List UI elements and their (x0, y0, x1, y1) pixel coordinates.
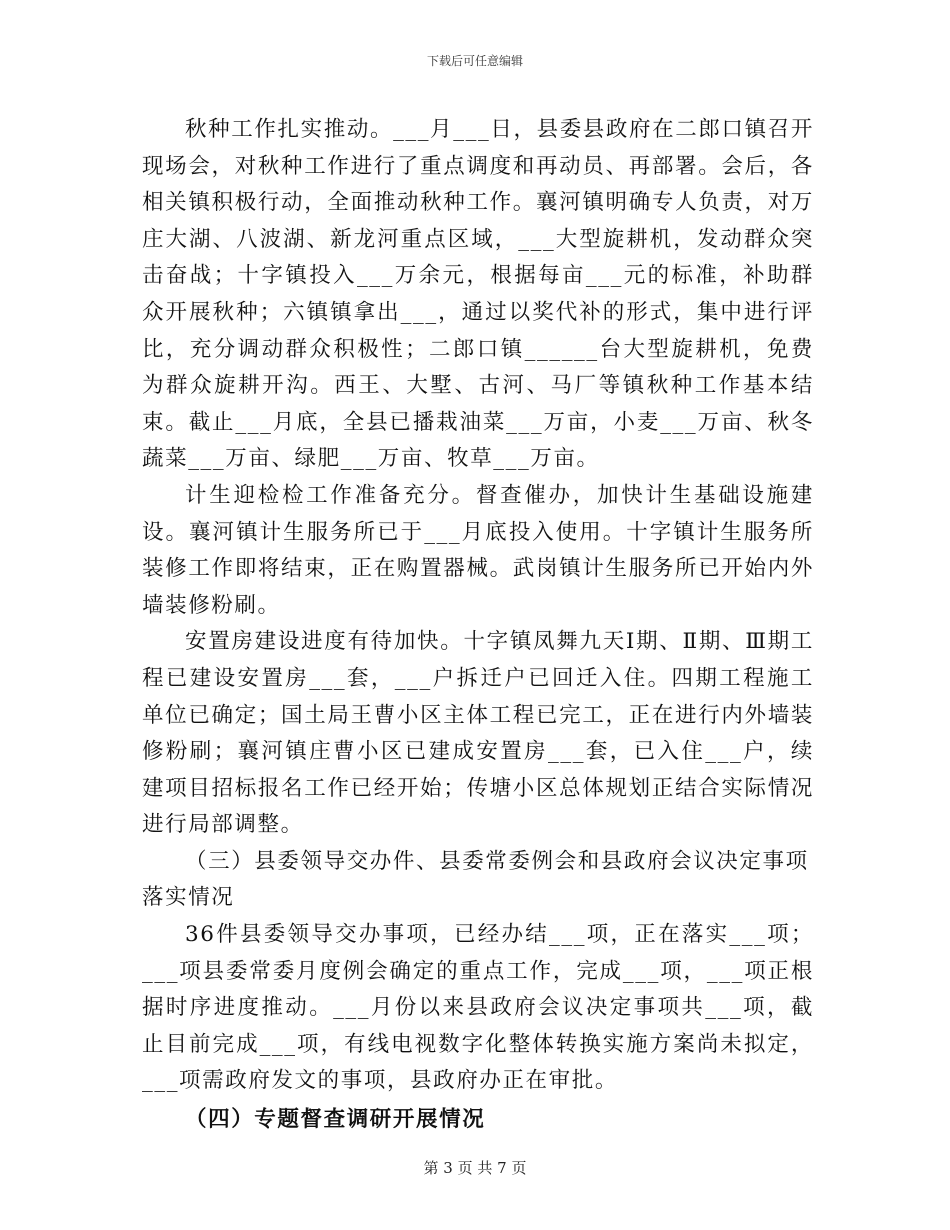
paragraph-autumn-sowing: 秋种工作扎实推动。___月___日，县委县政府在二郎口镇召开现场会，对秋种工作进行了重点调度和再动员、再部署。会后，各相关镇积极行动，全面推动秋种工作。襄河镇明确专人负责，对万庄大湖、八波湖、新龙河重点区域，___大型旋耕机，发动群众突击奋战；十字镇投入___万余元，根据每亩___元的标准，补助群众开展秋种；六镇镇拿出___，通过以奖代补的形式，集中进行评比，充分调动群众积极性；二郎口镇______台大型旋耕机，免费为群众旋耕开沟。西王、大墅、古河、马厂等镇秋种工作基本结束。截止___月底，全县已播栽油菜___万亩，小麦___万亩、秋冬蔬菜___万亩、绿肥___万亩、牧草___万亩。 (142, 117, 814, 472)
paragraph-family-planning: 计生迎检检工作准备充分。督查催办，加快计生基础设施建设。襄河镇计生服务所已于___月底投入使用。十字镇计生服务所装修工作即将结束，正在购置器械。武岗镇计生服务所已开始内外墙装修粉刷。 (142, 482, 814, 618)
page-header: 下载后可任意编辑 (426, 54, 523, 68)
paragraph-resettlement-housing: 安置房建设进度有待加快。十字镇凤舞九天Ⅰ期、Ⅱ期、Ⅲ期工程已建设安置房___套，___户拆迁户已回迁入住。四期工程施工单位已确定；国土局王曹小区主体工程已完工，正在进行内外墙装修粉刷；襄河镇庄曹小区已建成安置房___套，已入住___户，续建项目招标报名工作已经开始；传塘小区总体规划正结合实际情况进行局部调整。 (142, 629, 814, 838)
paragraph-assigned-matters: 36件县委领导交办事项，已经办结___项，正在落实___项；___项县委常委月度例会确定的重点工作，完成___项，___项正根据时序进度推动。___月份以来县政府会议决定事项共___项，截止目前完成___项，有线电视数字化整体转换实施方案尚未拟定，___项需政府发文的事项，县政府办正在审批。 (142, 922, 814, 1094)
page-footer: 第 3 页 共 7 页 (423, 1159, 527, 1177)
section-heading-four: （四）专题督查调研开展情况 (185, 1107, 486, 1133)
document-body (142, 112, 814, 1139)
section-heading-three: （三）县委领导交办件、县委常委例会和县政府会议决定事项落实情况 (142, 848, 809, 911)
